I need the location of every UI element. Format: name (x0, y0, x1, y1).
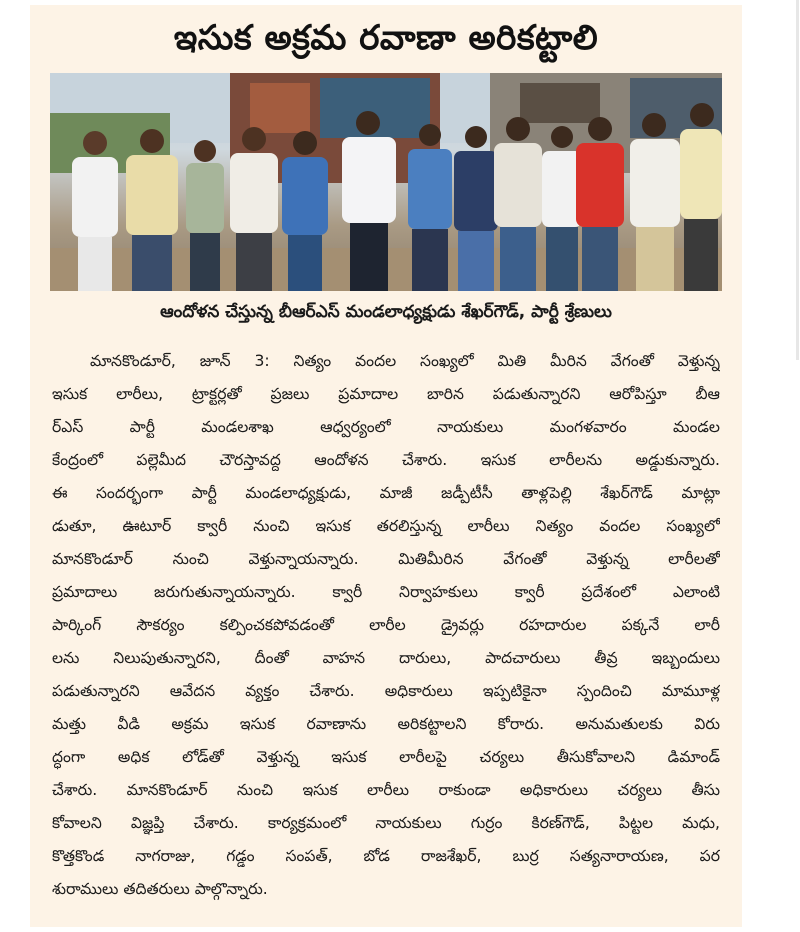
body-line: మానకొండూర్ నుంచి వెళ్తున్నాయన్నారు. మితిమీరిన వేగంతో వెళ్తున్న లారీలతో (52, 550, 720, 568)
body-line: డుతూ, ఊటూర్ క్వారీ నుంచి ఇసుక తరలిస్తున్న లారీలు నిత్యం వందల సంఖ్యలో (52, 517, 720, 535)
body-line: చేశారు. మానకొండూర్ నుంచి ఇసుక లారీలు రాకుండా అధికారులు చర్యలు తీసు (52, 781, 720, 799)
body-line: ఈ సందర్భంగా పార్టీ మండలాధ్యక్షుడు, మాజీ జడ్పీటీసీ తాళ్లపెల్లి శేఖర్‌గౌడ్ మాట్లా (52, 484, 720, 502)
news-photo (50, 73, 722, 291)
divider-bar (796, 0, 799, 360)
body-line: ఇసుక లారీలు, ట్రాక్టర్లతో ప్రజలు ప్రమాదాల బారిన పడుతున్నారని ఆరోపిస్తూ బీఆ (52, 385, 720, 403)
body-line: కొత్తకొండ నాగరాజు, గడ్డం సంపత్, బోడ రాజశేఖర్, బుర్ర సత్యనారాయణ, పర (52, 847, 720, 865)
body-line: శురాములు తదితరులు పాల్గొన్నారు. (52, 880, 268, 898)
body-line: ప్రమాదాలు జరుగుతున్నాయన్నారు. క్వారీ నిర్వాహకులు క్వారీ ప్రదేశంలో ఎలాంటి (52, 583, 720, 601)
body-line: పార్కింగ్ సౌకర్యం కల్పించకపోవడంతో లారీల డ్రైవర్లు రహదారుల పక్కనే లారీ (52, 616, 720, 634)
news-clipping (30, 5, 742, 927)
headline: ఇసుక అక్రమ రవాణా అరికట్టాలి (173, 18, 599, 58)
body-line: లను నిలుపుతున్నారని, దీంతో వాహన దారులు, పాదచారులు తీవ్ర ఇబ్బందులు (52, 649, 720, 667)
body-line: ర్ఎస్ పార్టీ మండలశాఖ ఆధ్వర్యంలో నాయకులు మంగళవారం మండల (52, 418, 720, 436)
photo-protest-group-icon (50, 73, 722, 291)
body-line: ద్ధంగా అధిక లోడ్‌తో వెళ్తున్న ఇసుక లారీలపై చర్యలు తీసుకోవాలని డిమాండ్ (52, 748, 720, 766)
body-line: పడుతున్నారని ఆవేదన వ్యక్తం చేశారు. అధికారులు ఇప్పటికైనా స్పందించి మామూళ్ల (52, 682, 720, 700)
body-line: మానకొండూర్, జూన్ 3: నిత్యం వందల సంఖ్యలో మితి మీరిన వేగంతో వెళ్తున్న (90, 352, 720, 370)
article-body (52, 345, 720, 906)
page-edge-divider (787, 0, 800, 932)
body-line: కేంద్రంలో పల్లెమీద చౌరస్తావద్ద ఆందోళన చేశారు. ఇసుక లారీలను అడ్డుకున్నారు. (52, 451, 720, 469)
photo-caption: ఆందోళన చేస్తున్న బీఆర్ఎస్ మండలాధ్యక్షుడు శేఖర్‌గౌడ్, పార్టీ శ్రేణులు (160, 302, 612, 322)
body-line: కోవాలని విజ్ఞప్తి చేశారు. కార్యక్రమంలో నాయకులు గుర్రం కిరణ్‌గౌడ్, పిట్టల మధు, (52, 814, 720, 832)
body-line: మత్తు వీడి అక్రమ ఇసుక రవాణాను అరికట్టాలని కోరారు. అనుమతులకు విరు (52, 715, 720, 733)
